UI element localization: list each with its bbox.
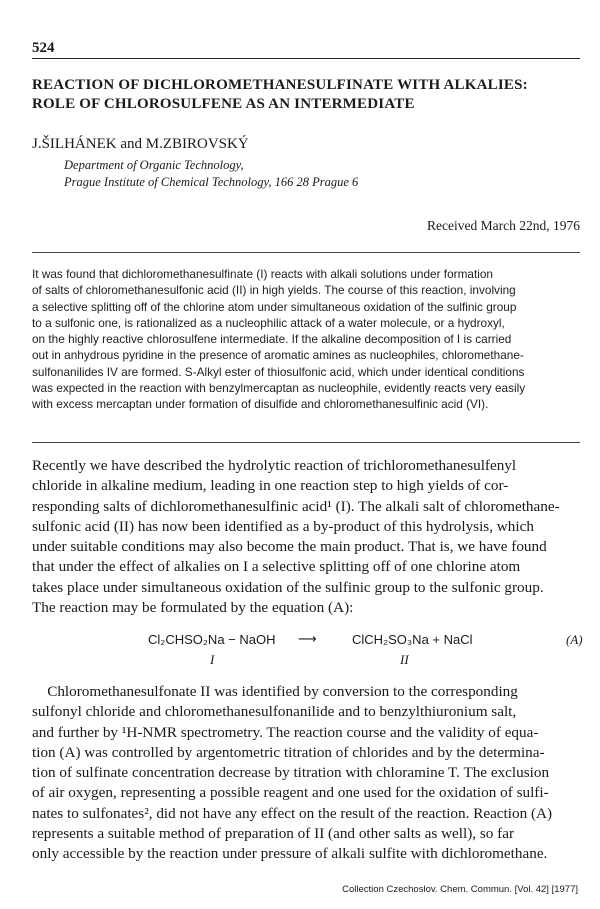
body-line: chloride in alkaline medium, leading in one reaction step to high yields of cor- (32, 477, 509, 495)
authors: J.ŠILHÁNEK and M.ZBIROVSKÝ (32, 136, 249, 152)
abstract-bottom-rule (32, 442, 580, 443)
abstract-line: It was found that dichloromethanesulfinate (I) reacts with alkali solutions under formation (32, 267, 493, 281)
body-paragraph-2 (32, 682, 594, 865)
body-line: tion of sulfinate concentration decrease by titration with chloramine T. The exclusion (32, 764, 550, 782)
body-paragraph-1 (32, 456, 594, 618)
affiliation-line: Prague Institute of Chemical Technology, 166 28 Prague 6 (64, 175, 359, 189)
body-line: nates to sulfonates², did not have any effect on the result of the reaction. Reaction (A) (32, 804, 553, 822)
abstract-top-rule (32, 252, 580, 253)
abstract-line: to a sulfonic one, is rationalized as a nucleophilic attack of a water molecule, or a hydroxyl, (32, 315, 505, 330)
body-line: that under the effect of alkalies on I a selective splitting off of one chlorine atom (32, 558, 521, 576)
body-line: of air oxygen, representing a possible reagent and one used for the oxidation of sulfi- (32, 784, 549, 802)
body-line: sulfonyl chloride and chloromethanesulfonanilide and to benzylthiuronium salt, (32, 703, 517, 721)
body-line: only accessible by the reaction under pressure of alkali sulfite with dichloromethane. (32, 845, 548, 863)
article-title (32, 76, 592, 114)
title-line: ROLE OF CHLOROSULFENE AS AN INTERMEDIATE (32, 96, 415, 112)
body-line: responding salts of dichloromethanesulfinic acid¹ (I). The alkali salt of chloromethane- (32, 497, 560, 515)
affiliation-line: Department of Organic Technology, (64, 158, 244, 172)
affiliation (64, 157, 358, 191)
abstract-line: out in anhydrous pyridine in the presence of aromatic amines as nucleophiles, chloromethane- (32, 348, 524, 363)
abstract-line: was expected in the reaction with benzylmercaptan as nucleophile, evidently reacts very easily (32, 381, 526, 396)
compound-id-product: II (400, 652, 409, 667)
abstract-line: a selective splitting off of the chlorine atom under simultaneous oxidation of the sulfinic group (32, 299, 517, 314)
journal-citation-footer: Collection Czechoslov. Chem. Commun. [Vol. 42] [1977] (342, 884, 578, 895)
abstract (32, 266, 588, 413)
abstract-line: on the highly reactive chlorosulfene intermediate. If the alkaline decomposition of I is carried (32, 332, 512, 347)
body-line: takes place under simultaneous oxidation of the sulfinic group to the sulfonic group. (32, 578, 544, 596)
equation-label: (A) (566, 632, 583, 647)
body-line: represents a suitable method of preparation of II (and other salts as well), so far (32, 825, 515, 843)
abstract-line: with excess mercaptan under formation of disulfide and chloromethanesulfinic acid (VI). (32, 397, 489, 412)
body-line: Chloromethanesulfonate II was identified by conversion to the corresponding (32, 683, 518, 700)
body-line: The reaction may be formulated by the equation (A): (32, 599, 354, 617)
body-line: tion (A) was controlled by argentometric titration of chlorides and by the determina- (32, 743, 545, 761)
reaction-equation (0, 632, 600, 672)
abstract-line: sulfonanilides IV are formed. S-Alkyl ester of thiosulfonic acid, which under identical conditions (32, 364, 525, 379)
equation-products: ClCH₂SO₃Na + NaCl (352, 632, 473, 647)
abstract-line: of salts of chloromethanesulfonic acid (II) in high yields. The course of this reaction, involving (32, 283, 516, 298)
equation-reactants: Cl₂CHSO₂Na − NaOH (148, 632, 276, 647)
reaction-arrow-icon: ⟶ (298, 631, 317, 646)
page-number: 524 (32, 40, 55, 56)
body-line: sulfonic acid (II) has now been identified as a by-product of this hydrolysis, which (32, 517, 534, 535)
received-date: Received March 22nd, 1976 (427, 218, 580, 233)
compound-id-reactant: I (210, 652, 215, 667)
title-line: REACTION OF DICHLOROMETHANESULFINATE WITH ALKALIES: (32, 77, 528, 93)
body-line: under suitable conditions may also become the main product. That is, we have found (32, 538, 547, 556)
header-rule (32, 58, 580, 59)
body-line: Recently we have described the hydrolytic reaction of trichloromethanesulfenyl (32, 457, 517, 474)
body-line: and further by ¹H-NMR spectrometry. The reaction course and the validity of equa- (32, 723, 539, 741)
